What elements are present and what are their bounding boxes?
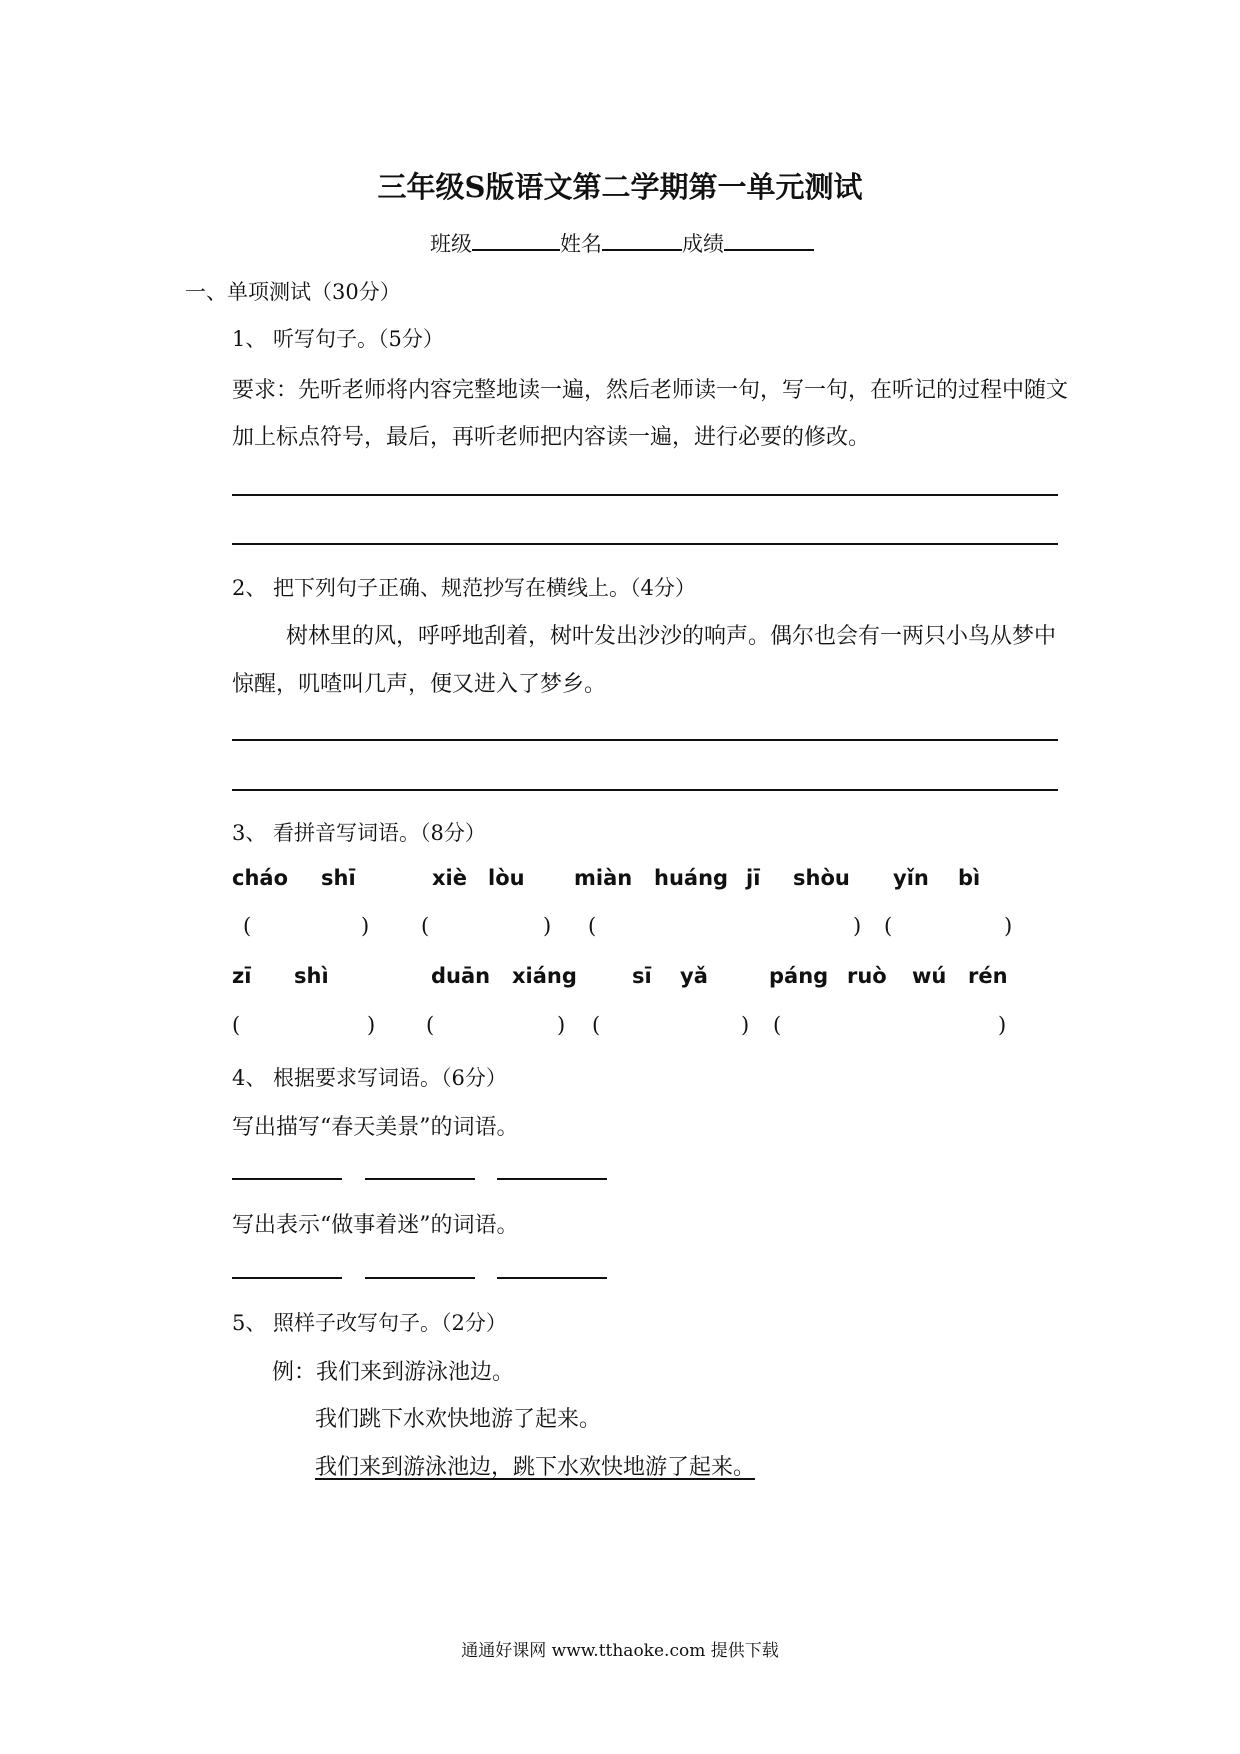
paren-close: ) bbox=[741, 1013, 750, 1037]
word-blank[interactable] bbox=[232, 1178, 342, 1180]
pinyin-syllable: duān bbox=[431, 964, 491, 988]
word-blank[interactable] bbox=[232, 1277, 342, 1279]
pinyin-syllable: cháo bbox=[232, 866, 288, 890]
pinyin-syllable: jī bbox=[746, 866, 761, 890]
name-label: 姓名 bbox=[560, 232, 602, 256]
paren-close: ) bbox=[361, 914, 370, 938]
class-blank[interactable] bbox=[472, 229, 560, 251]
name-blank[interactable] bbox=[602, 229, 682, 251]
answer-line[interactable] bbox=[232, 543, 1058, 545]
question-2-passage: 树林里的风，呼呼地刮着，树叶发出沙沙的响声。偶尔也会有一两只小鸟从梦中 bbox=[286, 624, 1057, 649]
pinyin-syllable: zī bbox=[232, 964, 252, 988]
pinyin-syllable: xiáng bbox=[512, 964, 577, 988]
word-blank[interactable] bbox=[365, 1178, 475, 1180]
question-1-heading: 1、 听写句子。（5分） bbox=[232, 327, 444, 351]
word-blank[interactable] bbox=[497, 1277, 607, 1279]
paren-open: ( bbox=[588, 914, 597, 938]
paren-open: ( bbox=[421, 914, 430, 938]
pinyin-syllable: huáng bbox=[654, 866, 729, 890]
pinyin-syllable: ruò bbox=[847, 964, 887, 988]
pinyin-syllable: sī bbox=[632, 964, 652, 988]
pinyin-syllable: bì bbox=[958, 866, 981, 890]
pinyin-syllable: miàn bbox=[574, 866, 633, 890]
paren-close: ) bbox=[543, 914, 552, 938]
answer-line[interactable] bbox=[232, 494, 1058, 496]
pinyin-syllable: yǎ bbox=[680, 964, 708, 988]
question-4-prompt: 写出描写“春天美景”的词语。 bbox=[232, 1115, 519, 1140]
pinyin-syllable: shòu bbox=[793, 866, 850, 890]
question-4-prompt: 写出表示“做事着迷”的词语。 bbox=[232, 1213, 519, 1238]
question-2-passage-cont: 惊醒，叽喳叫几声，便又进入了梦乡。 bbox=[232, 672, 607, 697]
answer-line[interactable] bbox=[232, 739, 1058, 741]
score-label: 成绩 bbox=[682, 232, 724, 256]
paren-open: ( bbox=[592, 1013, 601, 1037]
pinyin-syllable: lòu bbox=[488, 866, 525, 890]
paren-open: ( bbox=[243, 914, 252, 938]
pinyin-syllable: shì bbox=[294, 964, 329, 988]
answer-line[interactable] bbox=[232, 789, 1058, 791]
paren-close: ) bbox=[853, 914, 862, 938]
page-title: 三年级S版语文第二学期第一单元测试 bbox=[377, 170, 863, 204]
paren-close: ) bbox=[557, 1013, 566, 1037]
word-blank[interactable] bbox=[497, 1178, 607, 1180]
question-4-heading: 4、 根据要求写词语。（6分） bbox=[232, 1066, 507, 1090]
footer-credit: 通通好课网 www.tthaoke.com 提供下载 bbox=[461, 1641, 779, 1661]
section-heading: 一、单项测试（30分） bbox=[185, 280, 401, 304]
example-sentence: 我们跳下水欢快地游了起来。 bbox=[315, 1407, 602, 1432]
example-combined-sentence: 我们来到游泳池边，跳下水欢快地游了起来。 bbox=[315, 1455, 756, 1480]
question-5-heading: 5、 照样子改写句子。（2分） bbox=[232, 1311, 507, 1335]
paren-close: ) bbox=[998, 1013, 1007, 1037]
question-3-heading: 3、 看拼音写词语。（8分） bbox=[232, 821, 486, 845]
pinyin-syllable: rén bbox=[968, 964, 1008, 988]
paren-close: ) bbox=[367, 1013, 376, 1037]
pinyin-syllable: shī bbox=[321, 866, 356, 890]
paren-close: ) bbox=[1004, 914, 1013, 938]
word-blank[interactable] bbox=[365, 1277, 475, 1279]
student-info-header bbox=[430, 228, 814, 258]
question-2-heading: 2、 把下列句子正确、规范抄写在横线上。（4分） bbox=[232, 576, 696, 600]
question-1-requirement: 要求：先听老师将内容完整地读一遍，然后老师读一句，写一句，在听记的过程中随文 bbox=[232, 378, 1069, 403]
paren-open: ( bbox=[773, 1013, 782, 1037]
example-sentence: 例：我们来到游泳池边。 bbox=[272, 1360, 515, 1385]
pinyin-syllable: wú bbox=[912, 964, 947, 988]
score-blank[interactable] bbox=[724, 229, 814, 251]
paren-open: ( bbox=[426, 1013, 435, 1037]
class-label: 班级 bbox=[430, 232, 472, 256]
pinyin-syllable: xiè bbox=[432, 866, 467, 890]
paren-open: ( bbox=[884, 914, 893, 938]
question-1-requirement-cont: 加上标点符号，最后，再听老师把内容读一遍，进行必要的修改。 bbox=[232, 425, 871, 450]
paren-open: ( bbox=[232, 1013, 241, 1037]
pinyin-syllable: yǐn bbox=[893, 866, 929, 890]
pinyin-syllable: páng bbox=[769, 964, 829, 988]
